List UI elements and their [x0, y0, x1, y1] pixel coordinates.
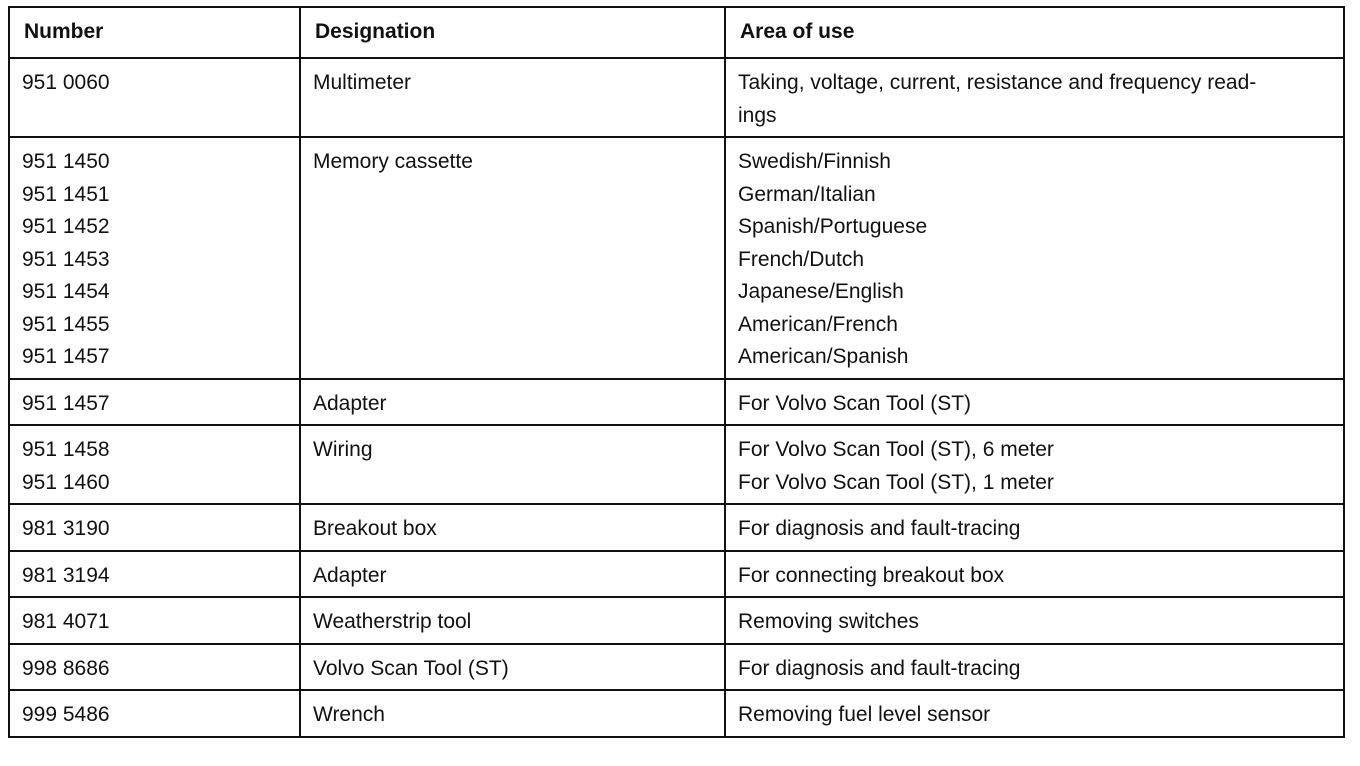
table-row: [9, 425, 1344, 504]
part-number: 951 1454: [22, 280, 110, 303]
cell-area-of-use: [725, 379, 1344, 426]
designation-text: Adapter: [313, 563, 387, 587]
table-body: [9, 58, 1344, 737]
cell-designation: [300, 379, 725, 426]
designation-text: Weatherstrip tool: [313, 610, 472, 633]
area-of-use-text: For diagnosis and fault-tracing: [738, 517, 1021, 540]
cell-area-of-use: [725, 504, 1344, 551]
area-of-use-text: Removing fuel level sensor: [738, 703, 991, 726]
area-of-use-text: For diagnosis and fault-tracing: [738, 656, 1021, 680]
cell-designation: [300, 597, 725, 644]
cell-area-of-use: [725, 690, 1344, 737]
part-number: 981 3190: [22, 517, 110, 540]
cell-area-of-use: [725, 425, 1344, 504]
area-of-use-text: For Volvo Scan Tool (ST), 6 meter: [738, 438, 1054, 461]
designation-text: Wiring: [313, 438, 373, 461]
header-number: Number: [9, 7, 300, 58]
area-of-use-text: For Volvo Scan Tool (ST), 1 meter: [738, 470, 1054, 494]
cell-number: [9, 425, 300, 504]
part-number: 951 1450: [22, 150, 110, 173]
cell-number: [9, 137, 300, 379]
part-number: 951 1455: [22, 312, 110, 336]
designation-text: Multimeter: [313, 71, 412, 94]
cell-designation: [300, 551, 725, 598]
designation-text: Breakout box: [313, 517, 437, 540]
area-of-use-text: ings: [738, 103, 777, 127]
area-of-use-text: Taking, voltage, current, resistance and frequency read-: [738, 71, 1257, 94]
part-number: 951 1452: [22, 215, 110, 238]
part-number: 981 3194: [22, 563, 110, 587]
cell-number: [9, 504, 300, 551]
cell-number: [9, 690, 300, 737]
cell-area-of-use: [725, 644, 1344, 691]
part-number: 951 1457: [22, 345, 110, 368]
table-row: [9, 690, 1344, 737]
area-of-use-text: French/Dutch: [738, 247, 865, 271]
part-number: 951 0060: [22, 71, 110, 94]
cell-area-of-use: [725, 597, 1344, 644]
area-of-use-text: Japanese/English: [738, 280, 904, 303]
cell-designation: [300, 425, 725, 504]
area-of-use-text: American/French: [738, 312, 898, 336]
cell-number: [9, 551, 300, 598]
table-row: [9, 644, 1344, 691]
table-row: [9, 551, 1344, 598]
cell-designation: [300, 58, 725, 137]
designation-text: Volvo Scan Tool (ST): [313, 656, 509, 680]
part-number: 951 1460: [22, 470, 110, 494]
table-row: [9, 504, 1344, 551]
designation-text: Adapter: [313, 391, 387, 415]
designation-text: Wrench: [313, 703, 385, 726]
area-of-use-text: Swedish/Finnish: [738, 150, 891, 173]
special-tools-table: [8, 6, 1345, 738]
cell-number: [9, 644, 300, 691]
area-of-use-text: Removing switches: [738, 610, 919, 633]
table-row: [9, 597, 1344, 644]
area-of-use-text: For Volvo Scan Tool (ST): [738, 391, 972, 415]
area-of-use-text: Spanish/Portuguese: [738, 215, 928, 238]
cell-designation: [300, 690, 725, 737]
part-number: 951 1458: [22, 438, 110, 461]
table-row: [9, 137, 1344, 379]
area-of-use-text: American/Spanish: [738, 345, 909, 368]
cell-number: [9, 597, 300, 644]
cell-number: [9, 58, 300, 137]
part-number: 998 8686: [22, 656, 110, 680]
cell-number: [9, 379, 300, 426]
table-row: [9, 379, 1344, 426]
cell-area-of-use: [725, 137, 1344, 379]
table-header-row: [9, 7, 1344, 58]
designation-text: Memory cassette: [313, 150, 473, 173]
part-number: 999 5486: [22, 703, 110, 726]
part-number: 951 1453: [22, 247, 110, 271]
part-number: 951 1457: [22, 391, 110, 415]
cell-area-of-use: [725, 58, 1344, 137]
area-of-use-text: For connecting breakout box: [738, 563, 1005, 587]
cell-designation: [300, 504, 725, 551]
part-number: 951 1451: [22, 182, 110, 206]
header-designation: Designation: [300, 7, 725, 58]
cell-designation: [300, 137, 725, 379]
table-row: [9, 58, 1344, 137]
cell-area-of-use: [725, 551, 1344, 598]
part-number: 981 4071: [22, 610, 110, 633]
area-of-use-text: German/Italian: [738, 182, 876, 206]
header-area-of-use: Area of use: [725, 7, 1344, 58]
cell-designation: [300, 644, 725, 691]
